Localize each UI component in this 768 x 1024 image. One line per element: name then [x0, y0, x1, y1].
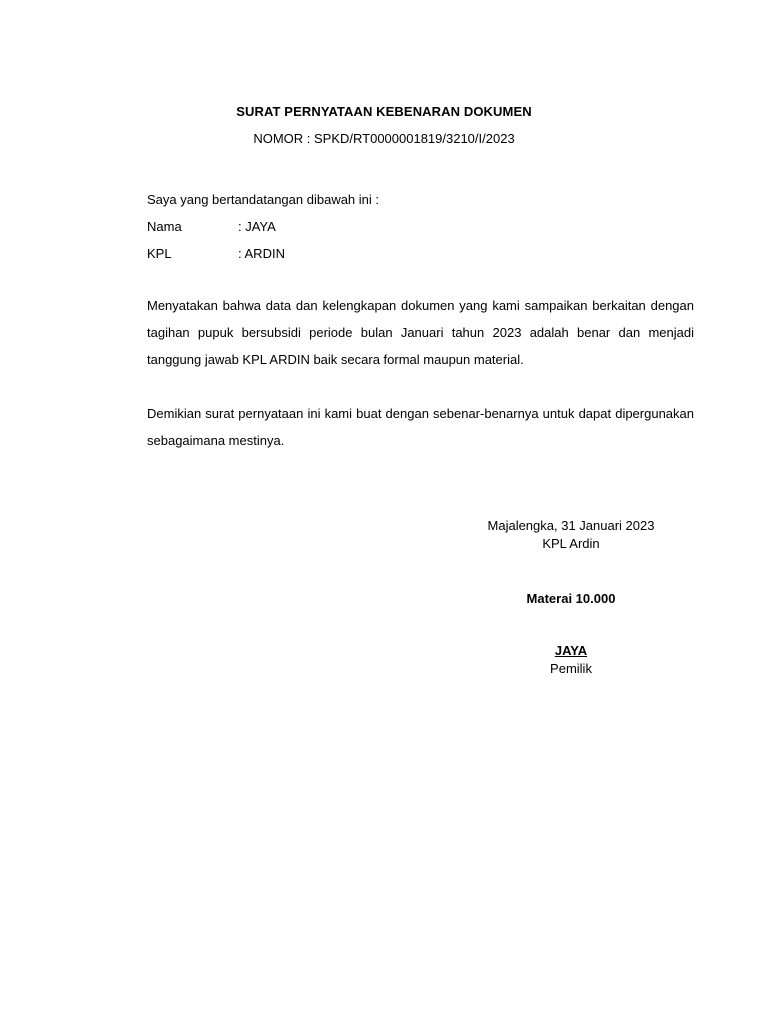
- stamp-duty-label: Materai 10.000: [526, 591, 616, 606]
- field-value-kpl: : ARDIN: [238, 246, 285, 261]
- intro-text: Saya yang bertandatangan dibawah ini :: [147, 192, 380, 207]
- field-label-nama: Nama: [147, 219, 182, 234]
- field-label-kpl: KPL: [147, 246, 172, 261]
- document-title: SURAT PERNYATAAN KEBENARAN DOKUMEN: [236, 104, 532, 119]
- statement-paragraph: Menyatakan bahwa data dan kelengkapan dokumen yang kami sampaikan berkaitan dengan tagihan pupuk bersubsidi periode bulan Januari tahun 2023 adalah benar dan menjadi tanggung jawab KPL ARDIN baik secara formal maupun material.: [147, 298, 694, 367]
- document-number: NOMOR : SPKD/RT0000001819/3210/I/2023: [253, 131, 515, 146]
- field-value-nama: : JAYA: [238, 219, 276, 234]
- place-date: Majalengka, 31 Januari 2023: [487, 518, 655, 533]
- signature-org: KPL Ardin: [542, 536, 600, 551]
- signer-role: Pemilik: [550, 661, 592, 676]
- signer-name: JAYA: [554, 643, 588, 658]
- closing-paragraph: Demikian surat pernyataan ini kami buat dengan sebenar-benarnya untuk dapat dipergunakan sebagaimana mestinya.: [147, 406, 694, 448]
